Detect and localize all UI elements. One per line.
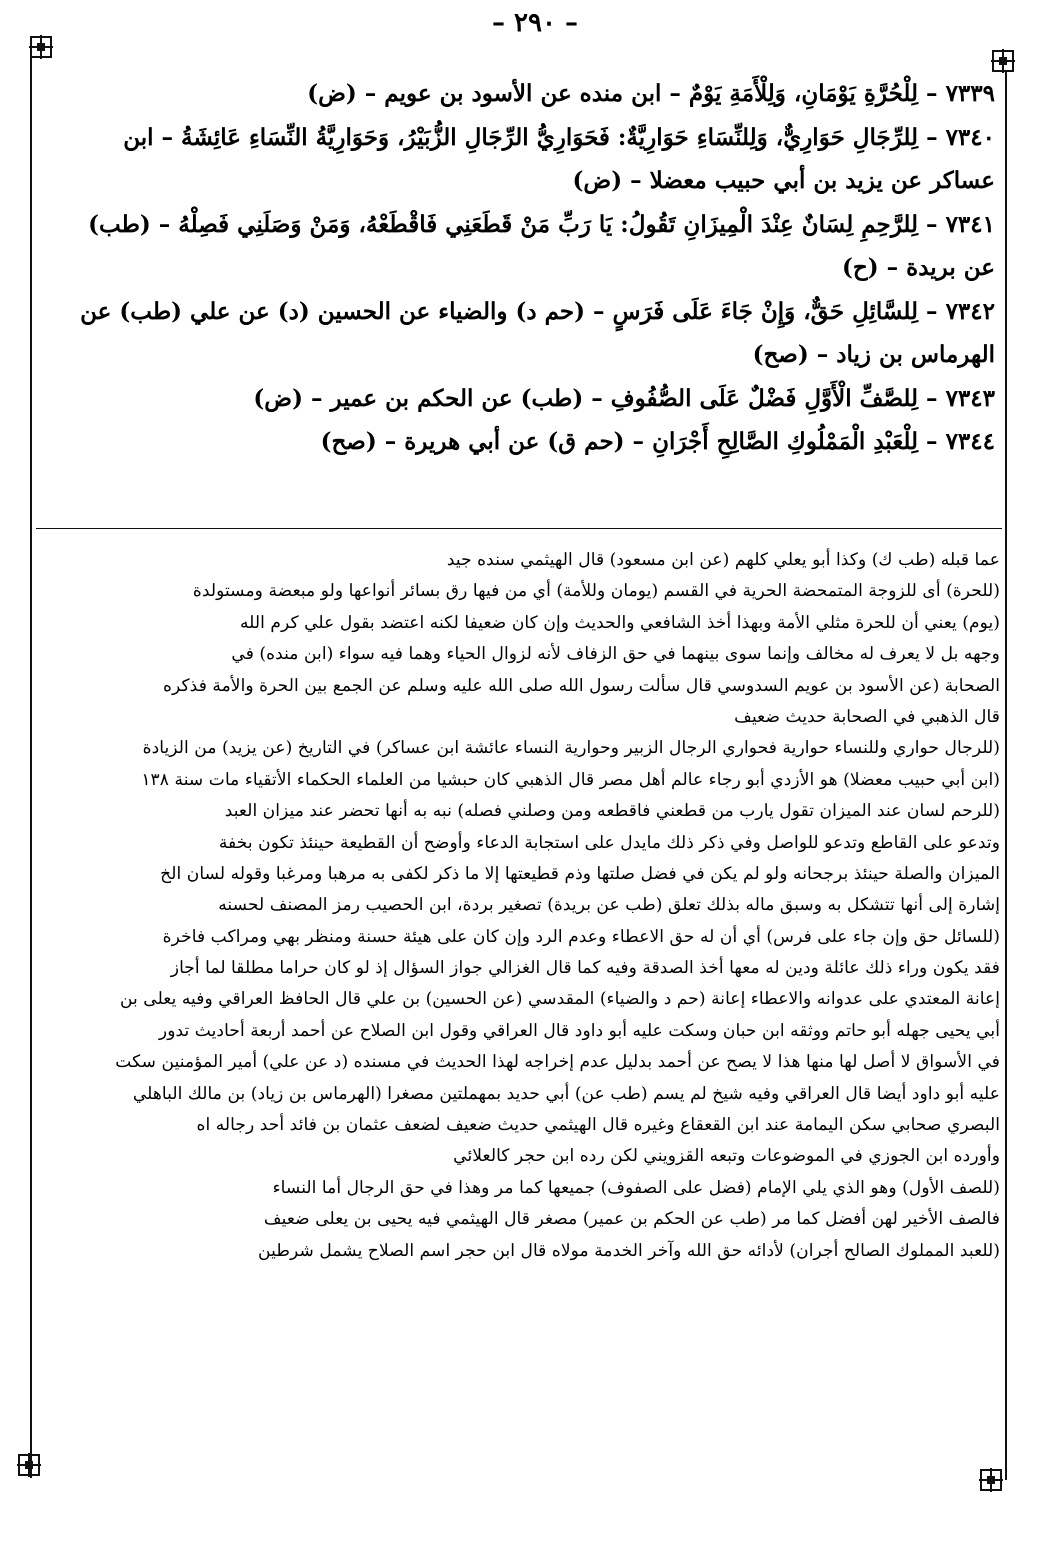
commentary-line: عليه أبو داود أيضا قال العراقي وفيه شيخ لم يسم (طب عن) أبي حديد بمهملتين مصغرا (الهرماس بن زياد) بن مالك الباهلي xyxy=(132,1083,1000,1104)
hadith-entry-line: ٧٣٤٢ – لِلسَّائِلِ حَقٌّ، وَإِنْ جَاءَ عَلَى فَرَسٍ – (حم د) والضياء عن الحسين (د) عن علي (طب) عن xyxy=(80,297,995,325)
page-number: – ٢٩٠ – xyxy=(491,8,579,38)
commentary-line: (للرحم لسان عند الميزان تقول يارب من قطعني فاقطعه ومن وصلني فصله) نبه به أنها تحضر عند ميزان العبد xyxy=(224,801,1000,822)
commentary-line: (للصف الأول) وهو الذي يلي الإمام (فضل على الصفوف) جميعها كما مر وهذا في حق الرجال أما النساء xyxy=(272,1177,1000,1198)
left-border-rule xyxy=(30,58,32,1478)
commentary-line: (للحرة) أى للزوجة المتمحضة الحرية في القسم (يومان وللأمة) أي من فيها رق بسائر أنواعها ولو مبعضة ومستولدة xyxy=(192,581,1000,602)
commentary-line: (للسائل حق وإن جاء على فرس) أي أن له حق الاعطاء وعدم الرد وإن كان على هيئة حسنة ومنظر بهي ومراكب فاخرة xyxy=(162,926,1000,947)
section-divider xyxy=(36,528,1002,529)
commentary-line: (للرجال حواري وللنساء حوارية فحواري الرجال الزبير وحوارية النساء عائشة ابن عساكر) في التاريخ (عن يزيد) من الزيادة xyxy=(142,738,1000,759)
right-border-rule xyxy=(1005,70,1007,1480)
commentary-line: عما قبله (طب ك) وكذا أبو يعلي كلهم (عن ابن مسعود) قال الهيثمي سنده جيد xyxy=(446,550,1000,570)
commentary-line: أبي يحيى جهله أبو حاتم ووثقه ابن حبان وسكت عليه أبو داود قال العراقي وقول ابن الصلاح عن أحمد أربعة أحاديث تدور xyxy=(158,1020,1000,1041)
corner-ornament-icon xyxy=(16,1452,42,1478)
commentary-line: (يوم) يعني أن للحرة مثلي الأمة وبهذا أخذ الشافعي والحديث وإن كان ضعيفا لكنه اعتضد بقول علي كرم الله xyxy=(239,612,1000,633)
commentary-line: الميزان والصلة حينئذ برجحانه ولو لم يكن في فضل صلتها وذم قطيعتها إلا ما ذكر لكفى به مرهبا ومرغبا وقوله لسان الخ xyxy=(160,863,1000,884)
corner-ornament-icon xyxy=(978,1467,1004,1493)
corner-ornament-icon xyxy=(28,34,54,60)
hadith-entry-line: ٧٣٣٩ – لِلْحُرَّةِ يَوْمَانِ، وَلِلْأَمَةِ يَوْمٌ – ابن منده عن الأسود بن عويم – (ض) xyxy=(307,80,995,107)
hadith-entry-line: الهرماس بن زياد – (صح) xyxy=(752,341,995,368)
hadith-entry-line: ٧٣٤١ – لِلرَّحِمِ لِسَانٌ عِنْدَ الْمِيزَانِ تَقُولُ: يَا رَبِّ مَنْ قَطَعَنِي فَاقْطَعْهُ، وَمَنْ وَصَلَنِي فَصِلْهُ – (طب) xyxy=(88,210,995,238)
commentary-line: في الأسواق لا أصل لها منها هذا لا يصح عن أحمد بدليل عدم إخراجه لهذا الحديث في مسنده (د عن علي) أمير المؤمنين سكت xyxy=(115,1052,1000,1073)
commentary-line: الصحابة (عن الأسود بن عويم السدوسي قال سألت رسول الله صلى الله عليه وسلم عن الجمع بين الحرة والأمة فذكره xyxy=(163,675,1000,696)
commentary-block xyxy=(50,545,1000,1267)
hadith-entry-line: ٧٣٤٣ – لِلصَّفِّ الْأَوَّلِ فَضْلٌ عَلَى الصُّفُوفِ – (طب) عن الحكم بن عمير – (ض) xyxy=(253,384,995,412)
commentary-line: وتدعو على القاطع وتدعو للواصل وفي ذكر ذلك مايدل على استجابة الدعاء وأوضح أن القطيعة حينئذ تكون بخفة xyxy=(218,832,1000,853)
commentary-line: إشارة إلى أنها تتشكل به وسبق ماله بذلك تعلق (طب عن بريدة) تصغير بردة، ابن الحصيب رمز المصنف لحسنه xyxy=(218,895,1000,916)
corner-ornament-icon xyxy=(990,48,1016,74)
commentary-line: (ابن أبي حبيب معضلا) هو الأزدي أبو رجاء عالم أهل مصر قال الذهبي كان حبشيا من العلماء الحكماء الأتقياء مات سنة ١٣٨ xyxy=(141,769,1000,790)
hadith-entry-line: عساكر عن يزيد بن أبي حبيب معضلا – (ض) xyxy=(572,167,995,194)
commentary-line: فقد يكون وراء ذلك عائلة ودين له معها أخذ الصدقة وفيه كما قال الغزالي جواز السؤال إذ لو كان حراما مطلقا لما أجاز xyxy=(170,958,1000,979)
commentary-line: قال الذهبي في الصحابة حديث ضعيف xyxy=(734,706,1000,727)
hadith-entry-line: ٧٣٤٤ – لِلْعَبْدِ الْمَمْلُوكِ الصَّالِحِ أَجْرَانِ – (حم ق) عن أبي هريرة – (صح) xyxy=(320,428,995,455)
hadith-entry-line: عن بريدة – (ح) xyxy=(842,254,995,281)
commentary-line: البصري صحابي سكن اليمامة عند ابن القعقاع وغيره قال الهيثمي حديث ضعيف لضعف عثمان بن فائد أحد رجاله اه xyxy=(196,1115,1000,1136)
commentary-line: وأورده ابن الجوزي في الموضوعات وتبعه القزويني لكن رده ابن حجر كالعلائي xyxy=(453,1146,1000,1167)
commentary-line: وجهه بل لا يعرف له مخالف وإنما سوى بينهما في حق الزفاف لأنه لزوال الحياء وهما فيه سواء (ابن منده) في xyxy=(231,644,1000,665)
hadith-entries xyxy=(50,72,995,464)
hadith-entry-line: ٧٣٤٠ – لِلرِّجَالِ حَوَارِيٌّ، وَلِلنِّسَاءِ حَوَارِيَّةٌ: فَحَوَارِيُّ الرِّجَالِ الزُّبَيْرُ، وَحَوَارِيَّةُ النِّسَاءِ عَائِشَةُ – ابن xyxy=(123,123,995,151)
commentary-line: (للعبد المملوك الصالح أجران) لأدائه حق الله وآخر الخدمة مولاه قال ابن حجر اسم الصلاح يشمل شرطين xyxy=(258,1240,1000,1261)
commentary-line: إعانة المعتدي على عدوانه والاعطاء إعانة (حم د والضياء) المقدسي (عن الحسين) بن علي قال الحافظ العراقي وفيه يعلى بن xyxy=(119,989,1000,1010)
commentary-line: فالصف الأخير لهن أفضل كما مر (طب عن الحكم بن عمير) مصغر قال الهيثمي فيه يحيى بن يعلى ضعيف xyxy=(263,1209,1000,1230)
